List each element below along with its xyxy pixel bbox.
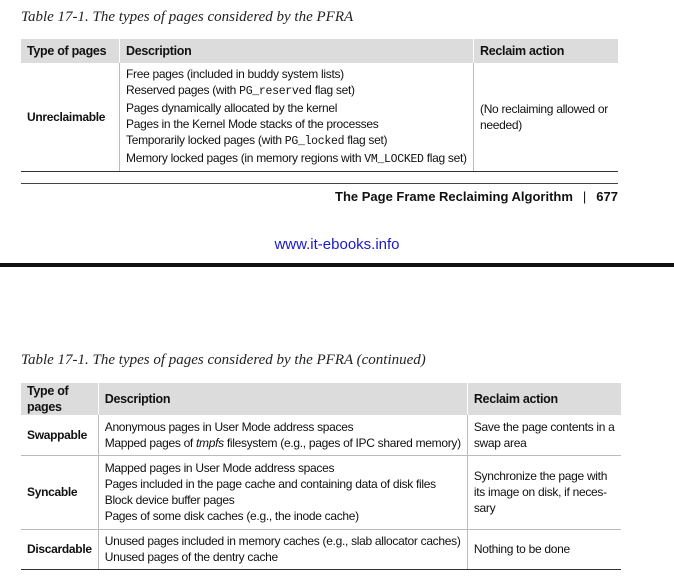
column-header-reclaim-action: Reclaim action bbox=[474, 39, 619, 63]
row-reclaim-action: Nothing to be done bbox=[467, 529, 620, 569]
description-line: Reserved pages (with PG_reserved flag set) bbox=[126, 83, 355, 98]
column-header-type: Type of pages bbox=[21, 383, 98, 415]
description-line: Anonymous pages in User Mode address spaces bbox=[104, 419, 354, 434]
watermark-link[interactable]: www.it-ebooks.info bbox=[274, 236, 400, 253]
row-type: Swappable bbox=[21, 415, 98, 455]
row-type: Syncable bbox=[21, 455, 98, 529]
footer-rule bbox=[21, 183, 618, 184]
row-type: Unreclaimable bbox=[21, 63, 120, 172]
description-line: Pages in the Kernel Mode stacks of the processes bbox=[126, 117, 379, 131]
description-line: Block device buffer pages bbox=[104, 493, 235, 507]
description-line: Unused pages included in memory caches (e.g., slab allocator caches) bbox=[104, 534, 461, 548]
column-header-reclaim-action: Reclaim action bbox=[467, 383, 620, 415]
description-line: Mapped pages in User Mode address spaces bbox=[104, 461, 335, 475]
description-line: Memory locked pages (in memory regions with VM_LOCKED flag set) bbox=[126, 151, 467, 166]
table-row bbox=[21, 455, 621, 529]
footer-separator: | bbox=[582, 189, 587, 204]
table-row bbox=[21, 63, 618, 172]
column-header-description: Description bbox=[98, 383, 467, 415]
description-line: Pages dynamically allocated by the kernel bbox=[126, 101, 338, 115]
description-line: Mapped pages of tmpfs filesystem (e.g., pages of IPC shared memory) bbox=[104, 435, 461, 450]
row-type: Discardable bbox=[21, 529, 98, 569]
page-divider bbox=[0, 263, 674, 267]
row-reclaim-action: (No reclaiming allowed or needed) bbox=[474, 63, 619, 172]
description-line: Free pages (included in buddy system lists) bbox=[126, 67, 344, 81]
column-header-type: Type of pages bbox=[21, 39, 120, 63]
description-line: Unused pages of the dentry cache bbox=[104, 550, 278, 564]
table-row bbox=[21, 415, 621, 455]
row-description bbox=[98, 455, 467, 529]
flag-code: PG_locked bbox=[284, 135, 345, 148]
pfra-page-types-table-continued bbox=[21, 383, 621, 570]
row-description bbox=[120, 63, 474, 172]
row-description bbox=[98, 529, 467, 569]
table-caption-continued: Table 17-1. The types of pages considered by the PFRA (continued) bbox=[21, 352, 426, 368]
filesystem-name: tmpfs bbox=[196, 435, 224, 450]
flag-code: PG_reserved bbox=[239, 85, 312, 98]
row-reclaim-action: Synchronize the page with its image on disk, if neces- sary bbox=[467, 455, 620, 529]
description-line: Temporarily locked pages (with PG_locked flag set) bbox=[126, 133, 388, 148]
description-line: Pages of some disk caches (e.g., the inode cache) bbox=[104, 509, 359, 523]
section-title: The Page Frame Reclaiming Algorithm bbox=[335, 189, 573, 204]
pfra-page-types-table bbox=[21, 39, 618, 172]
flag-code: VM_LOCKED bbox=[364, 153, 424, 166]
table-row bbox=[21, 529, 621, 569]
row-reclaim-action: Save the page contents in a swap area bbox=[467, 415, 620, 455]
row-description bbox=[98, 415, 467, 455]
column-header-description: Description bbox=[120, 39, 474, 63]
description-line: Pages included in the page cache and containing data of disk files bbox=[104, 477, 436, 491]
page-number: 677 bbox=[596, 189, 618, 204]
page-footer bbox=[335, 189, 618, 204]
table-caption: Table 17-1. The types of pages considered by the PFRA bbox=[21, 9, 354, 25]
